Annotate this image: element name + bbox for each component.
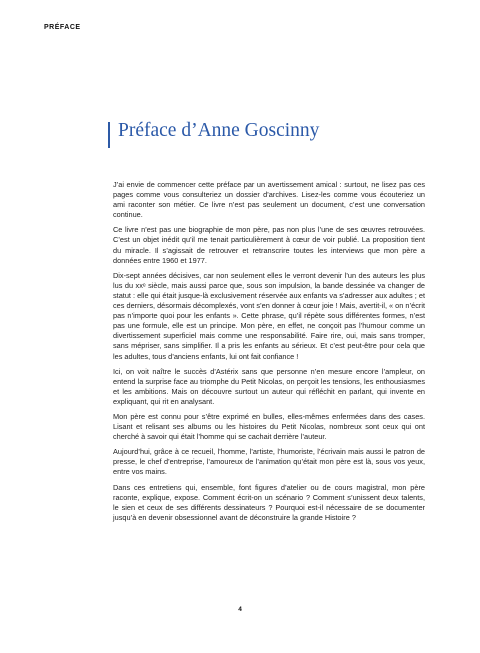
paragraph-speech-bubbles: Mon père est connu pour s’être exprimé en bulles, elles-mêmes enfermées dans des cases. Lisant et relisant ses albums ou les histoires du Petit Nicolas, nombreux sont ceux qui ont cherché à savoir qui était l’homme qui se cachait derrière l’auteur. bbox=[113, 411, 425, 442]
page-number: 4 bbox=[238, 606, 242, 613]
paragraph-intro: J’ai envie de commencer cette préface par un avertissement amical : surtout, ne lisez pas ces pages comme vous consulteriez un dossier d’archives. Lisez-les comme vous écouteriez un ami raconter son métier. Ce livre n’est pas seulement un document, c’est une conversation continue. bbox=[113, 180, 425, 220]
title-accent-rule bbox=[108, 122, 110, 148]
paragraph-today: Aujourd’hui, grâce à ce recueil, l’homme, l’artiste, l’humoriste, l’écrivain mais aussi le patron de presse, le chef d’entreprise, l’amoureux de l’animation qu’était mon père est là, sous vos yeux, entre vos mains. bbox=[113, 447, 425, 477]
paragraph-interviews: Dans ces entretiens qui, ensemble, font figures d’atelier ou de cours magistral, mon père raconte, explique, expose. Comment écrit-on un scénario ? Comment s’unissent deux talents, le sien et ceux de ses différents dessinateurs ? Pourquoi est-il nécessaire de se documenter jusqu’à en devenir obsessionnel avant de déconstruire la grande Histoire ? bbox=[113, 482, 425, 522]
preface-body bbox=[113, 180, 425, 528]
paragraph-asterix-success: Ici, on voit naître le succès d’Astérix sans que personne n’en mesure encore l’ampleur, on entend la surprise face au triomphe du Petit Nicolas, on perçoit les tensions, les enthousiasmes et les ambitions. Mais on découvre surtout un auteur qui réfléchit en parlant, qui invente en expliquant, qui rit en analysant. bbox=[113, 366, 425, 406]
running-head: PRÉFACE bbox=[44, 24, 81, 31]
paragraph-nature-of-book: Ce livre n’est pas une biographie de mon père, pas non plus l’une de ses œuvres retrouvées. C’est un objet inédit qu’il me tenait particulièrement à cœur de voir publié. La proposition tient du miracle. Il s’agissait de retrouver et retranscrire toutes les interviews que mon père a données entre 1960 et 1977. bbox=[113, 225, 425, 265]
page-title: Préface d’Anne Goscinny bbox=[118, 120, 320, 141]
paragraph-seventeen-years: Dix-sept années décisives, car non seulement elles le verront devenir l’un des auteurs les plus lus du xxᵉ siècle, mais aussi parce que, sous son impulsion, la bande dessinée va changer de statut : elle qui était jusque-là exclusivement réservée aux enfants va s’adresser aux adultes ; et ces derniers, désormais décomplexés, vont s’en donner à cœur joie ! Mais, avertit-il, « on n’écrit pas n’importe quoi pour les enfants ». Cette phrase, qu’il répète sous différentes formes, n’est pas une formule, elle est un principe. Mon père, en effet, ne conçoit pas l’humour comme un divertissement superficiel mais comme une responsabilité. Faire rire, oui, mais sans tromper, sans mépriser, sans simplifier. Il a pris les enfants au sérieux. Et c’est peut-être pour cela que les adultes, tous d’anciens enfants, lui ont fait confiance ! bbox=[113, 270, 425, 361]
